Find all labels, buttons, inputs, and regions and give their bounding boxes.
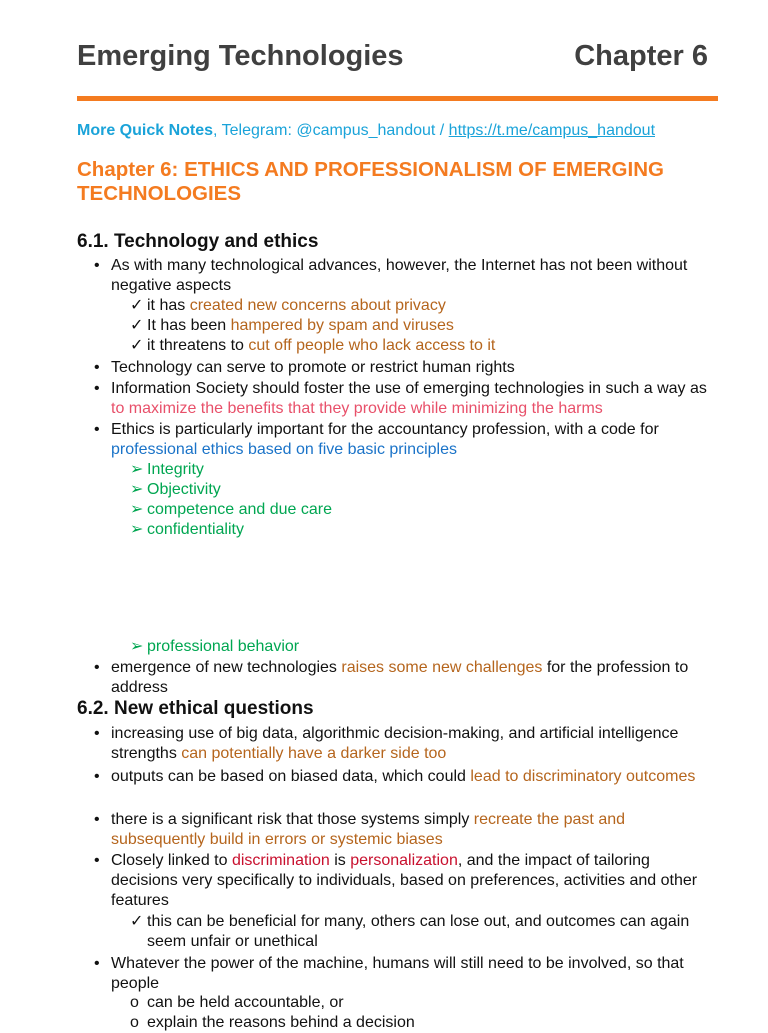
section-heading-6-2: 6.2. New ethical questions bbox=[77, 698, 314, 719]
list-item: It has been hampered by spam and viruses bbox=[147, 317, 454, 334]
header-divider bbox=[77, 96, 718, 101]
list-item: outputs can be based on biased data, which could lead to discriminatory outcomes bbox=[111, 768, 696, 785]
list-item: emergence of new technologies raises some new challenges for the profession to address bbox=[111, 659, 689, 696]
list-item: professional behavior bbox=[147, 638, 300, 655]
list-item: Integrity bbox=[147, 461, 204, 478]
arrow-icon: ➢ bbox=[130, 481, 144, 498]
checkmark-icon: ✓ bbox=[130, 337, 144, 354]
telegram-link[interactable]: https://t.me/campus_handout bbox=[448, 122, 656, 139]
header-chapter: Chapter 6 bbox=[574, 40, 708, 72]
bullet-icon: • bbox=[94, 725, 100, 742]
list-item: confidentiality bbox=[147, 521, 244, 538]
arrow-icon: ➢ bbox=[130, 501, 144, 518]
list-item: Ethics is particularly important for the accountancy profession, with a code for professional ethics based on five basic principles bbox=[111, 421, 659, 458]
circle-bullet-icon: o bbox=[130, 1014, 139, 1031]
list-item: Closely linked to discrimination is personalization, and the impact of tailoring decisions very specifically to individuals, based on preferences, activities and other features bbox=[111, 852, 698, 909]
list-item: Technology can serve to promote or restrict human rights bbox=[111, 359, 515, 376]
list-item: Whatever the power of the machine, humans will still need to be involved, so that people bbox=[111, 955, 684, 992]
checkmark-icon: ✓ bbox=[130, 317, 144, 334]
page-header bbox=[77, 40, 708, 80]
bullet-icon: • bbox=[94, 257, 100, 274]
arrow-icon: ➢ bbox=[130, 461, 144, 478]
telegram-text: , Telegram: @campus_handout / bbox=[213, 122, 449, 139]
bullet-icon: • bbox=[94, 768, 100, 785]
list-item: it threatens to cut off people who lack access to it bbox=[147, 337, 496, 354]
arrow-icon: ➢ bbox=[130, 638, 144, 655]
header-title: Emerging Technologies bbox=[77, 40, 404, 72]
arrow-icon: ➢ bbox=[130, 521, 144, 538]
list-item: explain the reasons behind a decision bbox=[147, 1014, 415, 1031]
list-item: this can be beneficial for many, others can lose out, and outcomes can again seem unfair or unethical bbox=[147, 913, 690, 950]
bullet-icon: • bbox=[94, 955, 100, 972]
bullet-icon: • bbox=[94, 421, 100, 438]
bullet-icon: • bbox=[94, 811, 100, 828]
list-item: can be held accountable, or bbox=[147, 994, 344, 1011]
list-item: Objectivity bbox=[147, 481, 221, 498]
checkmark-icon: ✓ bbox=[130, 913, 144, 930]
chapter-title: Chapter 6: ETHICS AND PROFESSIONALISM OF EMERGING TECHNOLOGIES bbox=[77, 158, 664, 205]
list-item: increasing use of big data, algorithmic decision-making, and artificial intelligence strengths can potentially have a darker side too bbox=[111, 725, 679, 762]
bullet-icon: • bbox=[94, 659, 100, 676]
section-heading-6-1: 6.1. Technology and ethics bbox=[77, 231, 319, 252]
bullet-icon: • bbox=[94, 852, 100, 869]
quick-notes-label: More Quick Notes bbox=[77, 122, 214, 139]
circle-bullet-icon: o bbox=[130, 994, 139, 1011]
list-item: competence and due care bbox=[147, 501, 333, 518]
list-item: Information Society should foster the use of emerging technologies in such a way as to maximize the benefits that they provide while minimizing the harms bbox=[111, 380, 707, 417]
quick-notes-line bbox=[77, 122, 655, 140]
bullet-icon: • bbox=[94, 380, 100, 397]
bullet-icon: • bbox=[94, 359, 100, 376]
list-item: there is a significant risk that those systems simply recreate the past and subsequently build in errors or systemic biases bbox=[111, 811, 626, 848]
list-item: it has created new concerns about privacy bbox=[147, 297, 446, 314]
list-item: As with many technological advances, however, the Internet has not been without negative aspects bbox=[111, 257, 688, 294]
checkmark-icon: ✓ bbox=[130, 297, 144, 314]
